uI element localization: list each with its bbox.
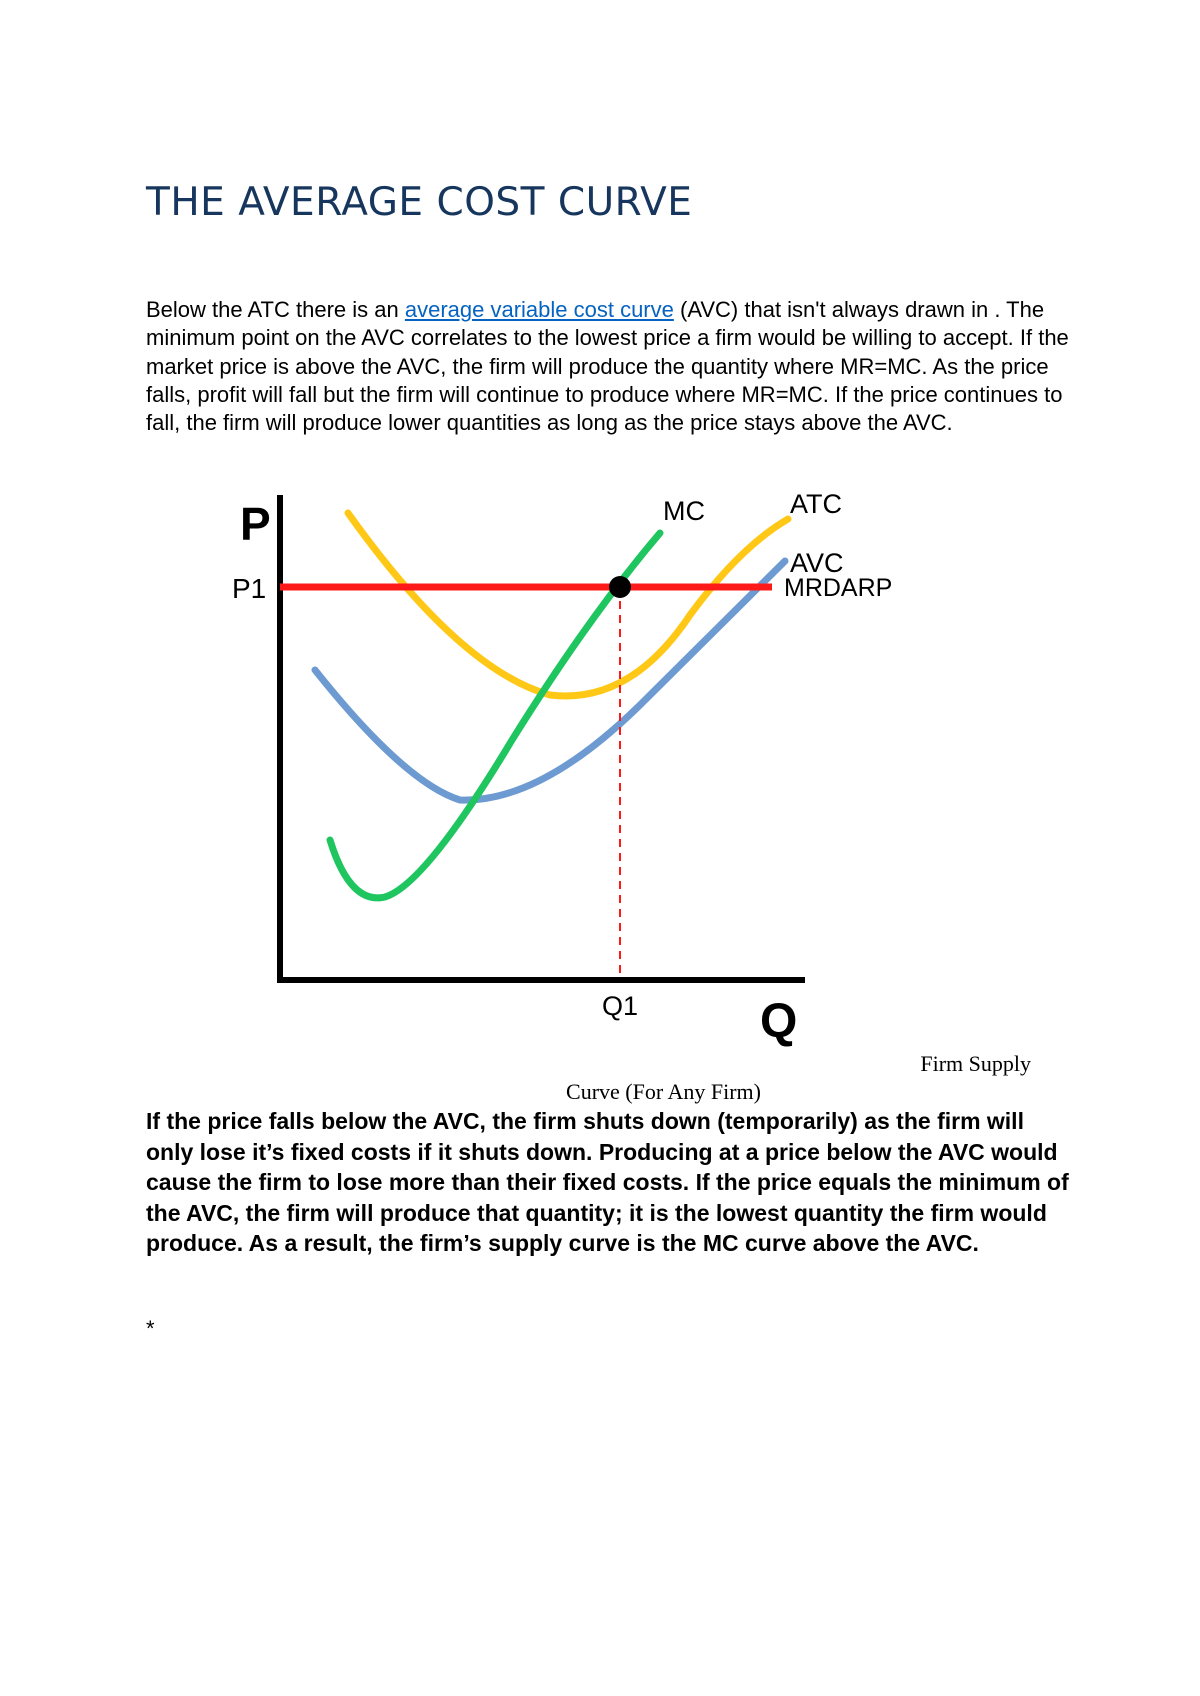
y-axis-label: P	[240, 498, 271, 550]
cost-curve-svg	[220, 485, 920, 1055]
quantity-tick-label: Q1	[602, 991, 639, 1021]
x-axis-label: Q	[760, 995, 798, 1048]
intro-paragraph	[146, 296, 1076, 437]
footer-asterisk: *	[146, 1316, 155, 1341]
price-tick-label: P1	[232, 573, 267, 604]
atc-label: ATC	[790, 489, 842, 519]
avc-label: AVC	[790, 548, 844, 578]
mr-label: MRDARP	[784, 574, 893, 602]
conclusion-paragraph: If the price falls below the AVC, the firm shuts down (temporarily) as the firm will only lose it’s fixed costs if it shuts down. Producing at a price below the AVC would cause the firm to lose more than their fixed costs. If the price equals the minimum of the AVC, the firm will produce that quantity; it is the lowest quantity the firm would produce. As a result, the firm’s supply curve is the MC curve above the AVC.	[146, 1108, 1069, 1257]
atc-curve	[348, 513, 788, 696]
intro-text-start: Below the ATC there is an	[146, 297, 405, 322]
avc-link[interactable]: average variable cost curve	[404, 297, 674, 322]
caption-line-1: Firm Supply	[920, 1051, 1031, 1076]
cost-curve-figure	[220, 485, 920, 1055]
mc-label: MC	[663, 496, 705, 526]
figure-caption	[146, 1050, 1031, 1106]
caption-line-2: Curve (For Any Firm)	[566, 1079, 761, 1104]
intro-text-rest: (AVC) that isn't always drawn in . The minimum point on the AVC correlates to the lowest price a firm would be willing to accept. If the market price is above the AVC, the firm will produce the quantity where MR=MC. As the price falls, profit will fall but the firm will continue to produce where MR=MC. If the price continues to fall, the firm will produce lower quantities as long as the price stays above the AVC.	[146, 297, 1069, 436]
page-title: THE AVERAGE COST CURVE	[146, 180, 693, 225]
equilibrium-point	[609, 576, 631, 598]
